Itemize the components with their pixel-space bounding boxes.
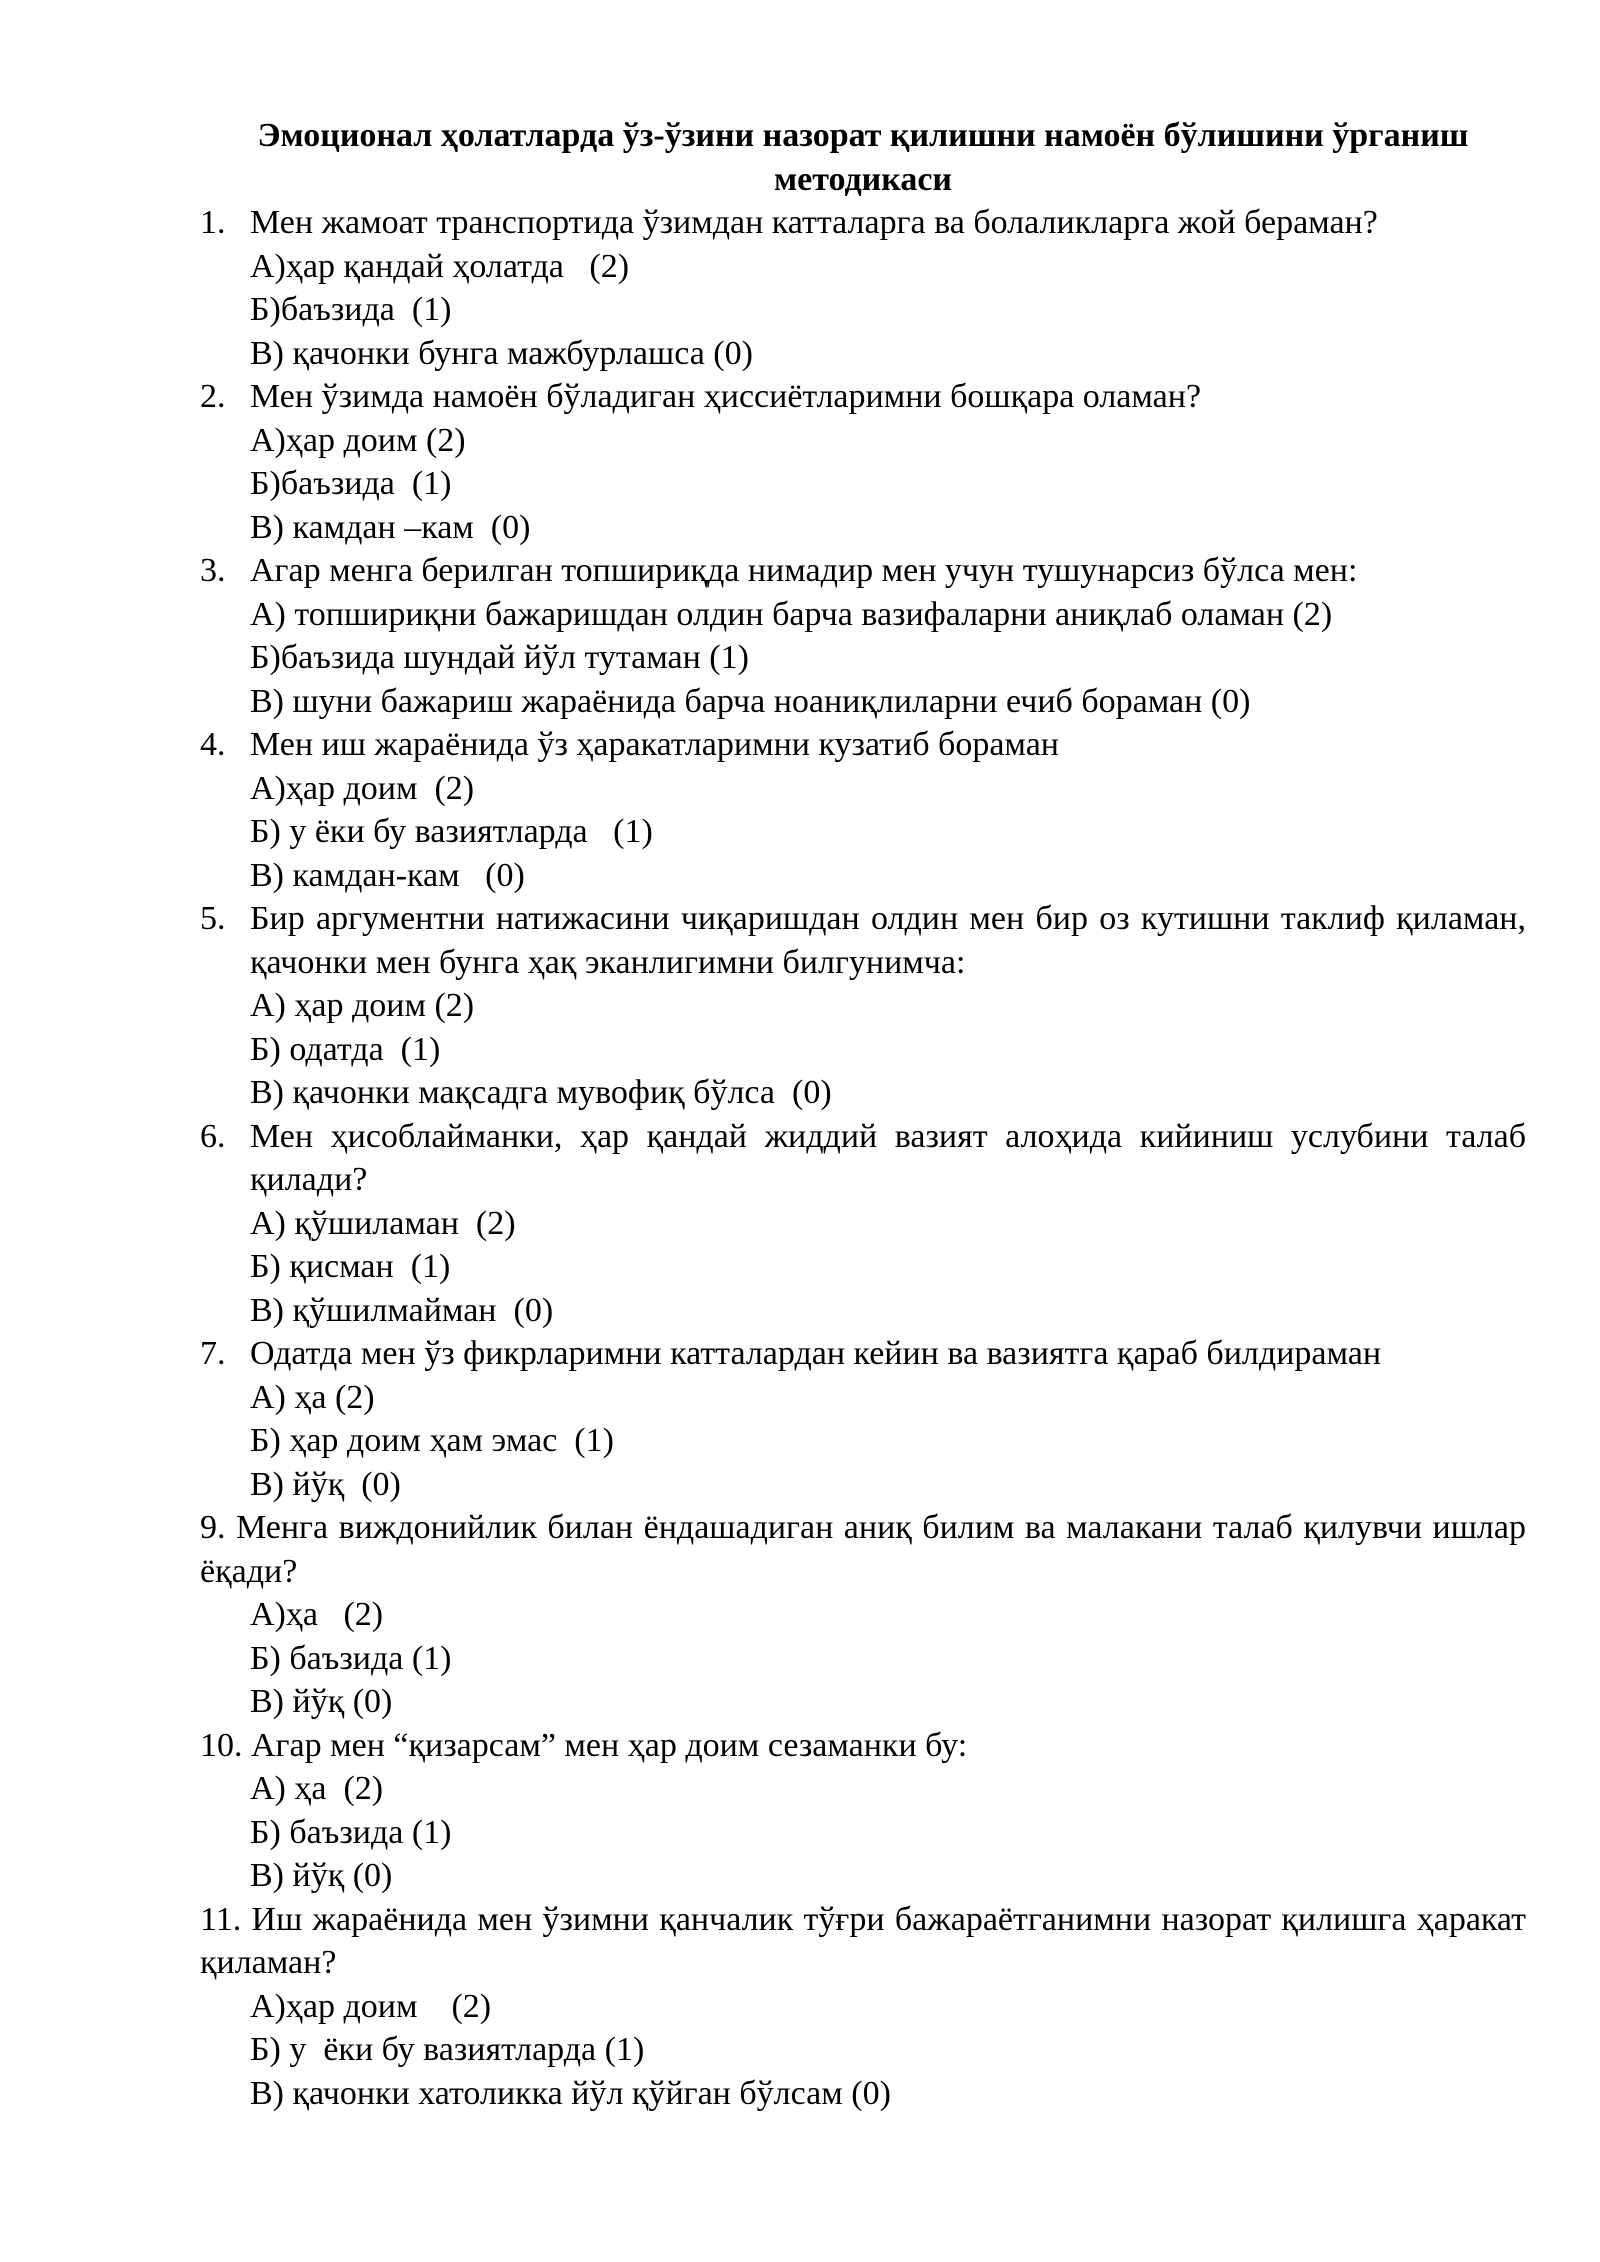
- question-3: [200, 549, 1526, 723]
- question-text: Мен жамоат транспортида ўзимдан катталарга ва болаликларга жой бераман?: [250, 204, 1378, 241]
- answer-option-c: В) қачонки мақсадга мувофиқ бўлса (0): [250, 1074, 832, 1111]
- question-number: 6.: [200, 1117, 226, 1155]
- question-2: [200, 375, 1526, 549]
- question-11: [200, 1898, 1526, 2116]
- answer-option-b: Б) у ёки бу вазиятларда (1): [250, 813, 653, 850]
- answer-option-a: А) ҳа (2): [250, 1378, 375, 1416]
- question-text: 11. Иш жараёнида мен ўзимни қанчалик тўғри бажараётганимни назорат қилишга ҳаракат қиламан?: [200, 1900, 1526, 1981]
- question-text: Бир аргументни натижасини чиқаришдан олдин мен бир оз кутишни таклиф қиламан, қачонки мен бунга ҳақ эканлигимни билгунимча:: [250, 900, 1526, 981]
- question-number: 5.: [200, 900, 226, 937]
- answer-option-a: А)ҳар қандай ҳолатда (2): [250, 247, 630, 285]
- answer-option-b: Б)баъзида (1): [250, 291, 452, 328]
- answer-option-b: Б)баъзида шундай йўл тутаман (1): [250, 639, 749, 676]
- answer-option-b: Б) қисман (1): [250, 1248, 451, 1285]
- answer-option-c: В) йўқ (0): [250, 1465, 401, 1503]
- question-text: Одатда мен ўз фикрларимни катталардан кейин ва вазиятга қараб билдираман: [250, 1335, 1382, 1372]
- question-text: Мен ҳисоблайманки, ҳар қандай жиддий вазият алоҳида кийиниш услубини талаб қилади?: [250, 1117, 1526, 1198]
- question-7: [200, 1332, 1526, 1506]
- question-9: [200, 1506, 1526, 1724]
- question-10: [200, 1724, 1526, 1898]
- question-text: 9. Менга виждонийлик билан ёндашадиган аниқ билим ва малакани талаб қилувчи ишлар ёқади?: [200, 1509, 1526, 1590]
- question-number: 4.: [200, 726, 226, 763]
- answer-option-b: Б) баъзида (1): [250, 1813, 452, 1851]
- answer-option-a: А) ҳа (2): [250, 1770, 384, 1807]
- answer-option-a: А) ҳар доим (2): [250, 987, 475, 1024]
- question-text: Мен ўзимда намоён бўладиган ҳиссиётларимни бошқара оламан?: [250, 378, 1202, 415]
- question-1: [200, 201, 1526, 375]
- answer-option-a: А) қўшиламан (2): [250, 1204, 516, 1242]
- answer-option-b: Б) одатда (1): [250, 1030, 441, 1068]
- question-number: 7.: [200, 1335, 226, 1372]
- question-6: [200, 1115, 1526, 1333]
- answer-option-c: В) камдан –кам (0): [250, 508, 531, 546]
- answer-option-c: В) йўқ (0): [250, 1683, 393, 1720]
- answer-option-a: А)ҳа (2): [250, 1596, 384, 1633]
- question-text: Агар менга берилган топшириқда нимадир мен учун тушунарсиз бўлса мен:: [250, 552, 1358, 589]
- document-title: Эмоционал ҳолатларда ўз-ўзини назорат қилишни намоён бўлишини ўрганиш методикаси: [257, 117, 1469, 198]
- answer-option-a: А)ҳар доим (2): [250, 421, 466, 459]
- question-number: 1.: [200, 204, 226, 241]
- question-4: [200, 723, 1526, 897]
- question-number: 2.: [200, 378, 226, 415]
- answer-option-c: В) қўшилмайман (0): [250, 1291, 554, 1329]
- answer-option-b: Б)баъзида (1): [250, 465, 452, 502]
- answer-option-b: Б) у ёки бу вазиятларда (1): [250, 2031, 645, 2068]
- question-5: [200, 897, 1526, 1115]
- question-text: 10. Агар мен “қизарсам” мен ҳар доим сезаманки бу:: [200, 1726, 968, 1764]
- answer-option-c: В) шуни бажариш жараёнида барча ноаниқлиларни ечиб бораман (0): [250, 682, 1251, 720]
- question-number: 3.: [200, 552, 226, 589]
- answer-option-c: В) қачонки хатоликка йўл қўйган бўлсам (0): [250, 2074, 891, 2112]
- answer-option-b: Б) баъзида (1): [250, 1639, 452, 1677]
- answer-option-c: В) йўқ (0): [250, 1857, 393, 1894]
- answer-option-a: А)ҳар доим (2): [250, 769, 475, 807]
- answer-option-c: В) қачонки бунга мажбурлашса (0): [250, 334, 753, 372]
- answer-option-c: В) камдан-кам (0): [250, 856, 525, 894]
- answer-option-b: Б) ҳар доим ҳам эмас (1): [250, 1422, 614, 1459]
- answer-option-a: А) топшириқни бажаришдан олдин барча вазифаларни аниқлаб оламан (2): [250, 595, 1333, 633]
- questionnaire: [200, 201, 1526, 2115]
- answer-option-a: А)ҳар доим (2): [250, 1987, 492, 2025]
- question-text: Мен иш жараёнида ўз ҳаракатларимни кузатиб бораман: [250, 726, 1059, 763]
